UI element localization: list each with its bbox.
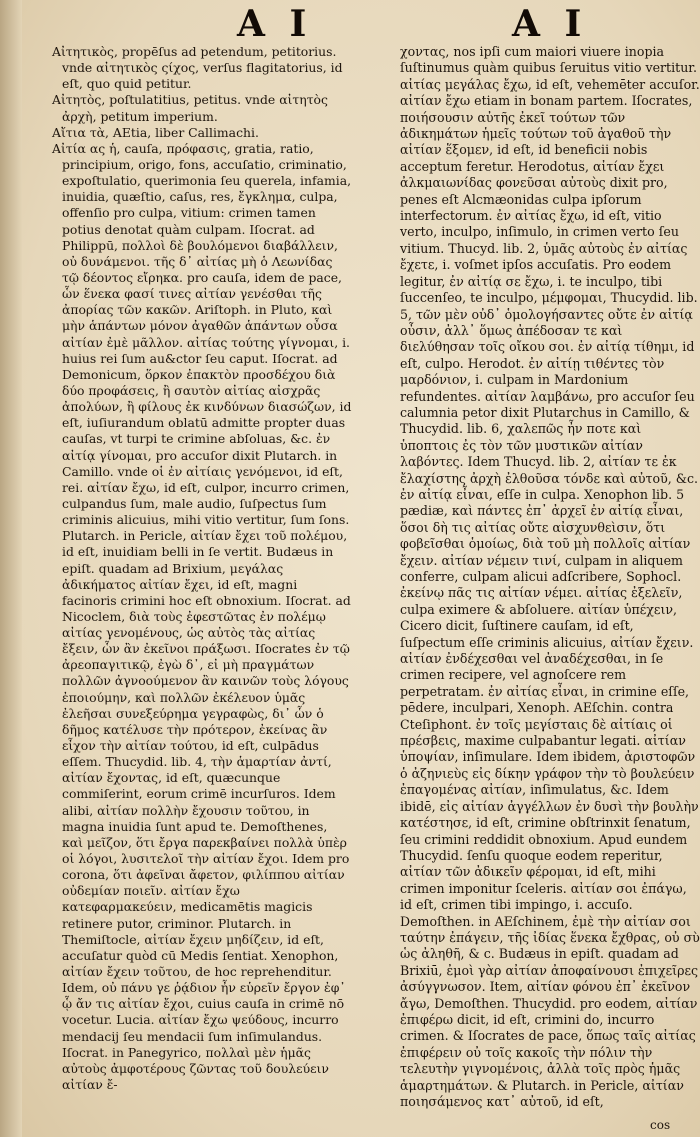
dictionary-entry: Αἰτία ας ἡ, cauſa, πρόφασις, gratia, ratio, principium, origo, fons, accuſatio, criminatio, expoſtulatio, querimonia ſeu querela, infamia, inuidia, quæſtio, caſus, res, ἔγκλημα, culpa, offenſio pro culpa, vitium: crimen tamen potius denotat quàm culpam. Iſocrat. ad Philippū, πολλοὶ δὲ βουλόμενοι διαβάλλειν, οὐ δυνάμενοι. τῆς δ᾽ αἰτίας μὴ ὁ Λεωνίδας τῷ δέοντος εἴρηκα. pro cauſa, idem de pace, ὧν ἕνεκα φασί τινες αἰτίαν γενέσθαι τῆς ἀπορίας τῶν κακῶν. Ariſtoph. in Pluto, καὶ μὴν ἁπάντων μόνον ἀγαθῶν ἁπάντων οὖσα αἰτίαν ἐμὲ μᾶλλον. αἰτίας τούτης γίγνομαι, i. huius rei ſum au&ctor ſeu caput. Iſocrat. ad Demonicum, ὅρκον ἐπακτὸν προσδέχου διὰ δύο προφάσεις, ἢ σαυτὸν αἰτίας αἰσχρᾶς ἀπολύων, ἢ φίλους ἐκ κινδύνων διασώζων, id eſt, iuſiurandum oblatū admitte propter duas cauſas, vt turpi te crimine abſoluas, &c. ἐν αἰτίᾳ γίνομαι, pro accuſor dixit Plutarch. in Camillo. vnde οἱ ἐν αἰτίαις γενόμενοι, id eſt, rei. αἰτίαν ἔχω, id eſt, culpor, incurro crimen, culpandus ſum, male audio, ſuſpectus ſum criminis alicuius, mihi vitio vertitur, ſum ſons. Plutarch. in Pericle, αἰτίαν ἔχει τοῦ πολέμου, id eſt, inuidiam belli in ſe vertit. Budæus in epiſt. quadam ad Brixium, μεγάλας ἀδικήματος αἰτίαν ἔχει, id eſt, magni facinoris crimini hoc eſt obnoxium. Iſocrat. ad Nicoclem, διὰ τοὺς ἐφεστῶτας ἐν πολέμῳ αἰτίας γενομένους, ὡς αὐτὸς τὰς αἰτίας ἔξειν, ὧν ἂν ἐκεῖνοι πράξωσι. Iſocrates ἐν τῷ ἀρεοπαγιτικῷ, ἐγὼ δ᾽, εἰ μὴ πραγμάτων πολλῶν ἀγνοούμενον ἂν καινῶν τοὺς λόγους ἐποιούμην, καὶ πολλῶν ἐκέλευον ὑμᾶς ἐλεῆσαι συνεξεύρημα γεγραφὼς, δι᾽ ὧν ὁ δῆμος κατέλυσε τὴν πρότερον, ἐκείνας ἂν εἶχον τὴν αἰτίαν τούτου, id eſt, culpādus eſſem. Thucydid. lib. 4, τὴν ἁμαρτίαν ἀντί, αἰτίαν ἔχοντας, id eſt, quæcunque commiſerint, eorum crimē incurſuros. Idem alibi, αἰτίαν πολλὴν ἔχουσιν τοῦτου, in magna inuidia ſunt apud te. Demoſthenes, καὶ μεῖζον, ὅτι ἔργα παρεκβαίνει πολλὰ ὑπὲρ οἱ λόγοι, λυσιτελοῖ τὴν αἰτίαν ἔχοι. Idem pro corona, ὅτι ἀφεῖναι ἄφετον, φιλίππου αἰτίαν οὐδεμίαν ποιεῖν. αἰτίαν ἔχω κατεφαρμακεύειν, medicamētis magicis retinere putor, criminor. Plutarch. in Themiſtocle, αἰτίαν ἔχειν μηδίζειν, id eſt, accuſatur quòd cū Medis ſentiat. Xenophon, αἰτίαν ἔχειν τοῦτου, de hoc reprehenditur. Idem, οὐ πάνυ γε ῥᾴδιον ἦν εὑρεῖν ἔργον ἐφ᾽ ᾧ ἄν τις αἰτίαν ἔχοι, cuius cauſa in crimē nō vocetur. Lucia. αἰτίαν ἔχω ψεύδους, incurro mendacij ſeu mendacii ſum inſimulandus. Iſocrat. in Panegyrico, πολλαὶ μὲν ἡμᾶς αὐτοὺς ἀμφοτέρους ζῶντας τοῦ δουλεύειν αἰτίαν ἔ- — [52, 140, 352, 1092]
right-column — [400, 44, 700, 1110]
catchword: cos — [650, 1118, 671, 1132]
dictionary-entry: Αἴτια τὰ, AEtia, liber Callimachi. — [52, 124, 259, 140]
dictionary-entry: Αἰτητὸς, poſtulatitius, petitus. vnde αἰτητὸς ἀρχὴ, petitum imperium. — [52, 92, 328, 124]
dictionary-entry: Αἰτητικὸς, propēſus ad petendum, petitorius. vnde αἰτητικὸς ςίχος, verſus flagitatorius, id eſt, quo quid petitur. — [52, 44, 343, 92]
dictionary-continuation: χοντας, nos ipſi cum maiori viuere inopia ſuſtinumus quàm quibus ſeruitus vitio vertitur. αἰτίας μεγάλας ἔχω, id eſt, vehemēter accuſor. αἰτίαν ἔχω etiam in bonam partem. Iſocrates, ποιήσουσιν αὐτῆς ἐκεῖ τούτων τῶν ἀδικημάτων ἡμεῖς τούτων τοῦ ἀγαθοῦ τὴν αἰτίαν ἕξομεν, id eſt, id beneficii nobis acceptum feretur. Herodotus, αἰτίαν ἔχει ἀλκμαιωνίδας φονεῦσαι αὐτοὺς dixit pro, penes eſt Alcmæonidas culpa ipſorum interfectorum. ἐν αἰτίας ἔχω, id eſt, vitio verto, inculpo, inſimulo, in crimen verto ſeu vitium. Thucyd. lib. 2, ὑμᾶς αὐτοὺς ἐν αἰτίας ἔχετε, i. voſmet ipſos accuſatis. Pro eodem legitur, ἐν αἰτίᾳ σε ἔχω, i. te inculpo, tibi ſuccenſeo, te inculpo, μέμφομαι, Thucydid. lib. 5, τῶν μὲν οὐδ᾽ ὁμολογήσαντες οὔτε ἐν αἰτίᾳ οὖσιν, ἀλλ᾽ ὅμως ἀπέδοσαν τε καὶ διελύθησαν τοῖς οἴκου σοι. ἐν αἰτίᾳ τίθημι, id eſt, culpo. Herodot. ἐν αἰτίῃ τιθέντες τὸν μαρδόνιον, i. culpam in Mardonium refundentes. αἰτίαν λαμβάνω, pro accuſor ſeu calumnia petor dixit Plutarchus in Camillo, & Thucydid. lib. 6, χαλεπῶς ἦν ποτε καὶ ὑποπτοις ἐς τὸν τῶν μυστικῶν αἰτίαν λαβόντες. Idem Thucyd. lib. 2, αἰτίαν τε ἐκ ἔλαχίστης ἀρχὴ ἐλθοῦσα τόνδε καὶ αὐτοῦ, &c. ἐν αἰτίᾳ εἶναι, eſſe in culpa. Xenophon lib. 5 pædiæ, καὶ πάντες ἐπ᾽ ἀρχεῖ ἐν αἰτίᾳ εἶναι, ὅσοι δὴ τις αἰτίας οὔτε αἰσχυνθεὶσιν, ὅτι φοβεῖσθαι ὁμοίως, διὰ τοῦ μὴ πολλοῖς αἰτίαν ἔχειν. αἰτίαν νέμειν τινί, culpam in aliquem conferre, culpam alicui adſcribere, Sophocl. ἐκείνῳ πᾶς τις αἰτίαν νέμει. αἰτίας ἐξελεῖν, culpa eximere & abſoluere. αἰτίαν ὑπέχειν, Cicero dicit, ſuſtinere cauſam, id eſt, ſuſpectum eſſe criminis alicuius, αἰτίαν ἔχειν. αἰτίαν ἐνδέχεσθαι vel ἀναδέχεσθαι, in ſe crimen recipere, vel agnoſcere rem perpetratam. ἐν αἰτίας εἶναι, in crimine eſſe, pēdere, inculpari, Xenoph. AEſchin. contra Cteſiphont. ἐν τοῖς μεγίσταις δὲ αἰτίαις οἱ πρέσβεις, maxime culpabantur legati. αἰτίαν ὑποψίαν, inſimulare. Idem ibidem, ἀριστοφῶν ὁ ἀζηνιεὺς εἰς δίκην γράφον τὴν τὸ βουλεύειν ἐπαγομένας αἰτίαν, inſimulatus, &c. Idem ibidē, εἰς αἰτίαν ἀγγέλλων ἐν δυσὶ τὴν βουλὴν κατέστησε, id eſt, crimine obſtrinxit ſenatum, ſeu crimini reddidit obnoxium. Apud eundem Thucydid. ſenſu quoque eodem reperitur, αἰτίαν τῶν ἀδικεῖν φέρομαι, id eſt, mihi crimen imponitur ſceleris. αἰτίαν σοι ἐπάγω, id eſt, crimen tibi impingo, i. accuſo. Demoſthen. in AEſchinem, ἐμὲ τὴν αἰτίαν σοι ταύτην ἐπάγειν, τῆς ἰδίας ἕνεκα ἔχθρας, οὐ σὺ ὡς ἀληθῆ, & c. Budæus in epiſt. quadam ad Brixiū, ἐμοὶ γὰρ αἰτίαν ἀποφαίνουσι ἐπιχεῖρες ἀσύγγνωσον. Item, αἰτίαν φόνου ἐπ᾽ ἐκεῖνον ἄγω, Demoſthen. Thucydid. pro eodem, αἰτίαν ἐπιφέρω dicit, id eſt, crimini do, incurro crimen. & Iſocrates de pace, ὅπως ταῖς αἰτίας ἐπιφέρειν οὐ τοῖς κακοῖς τὴν πόλιν τὴν τελευτὴν γιγνομένοις, ἀλλὰ τοῖς πρὸς ἡμᾶς ἁμαρτημάτων. & Plutarch. in Pericle, αἰτίαν ποιησάμενος κατ᾽ αὐτοῦ, id eſt, — [400, 44, 700, 1109]
running-head-left: A I — [237, 3, 313, 45]
left-column — [52, 44, 352, 1093]
running-head-right: A I — [512, 3, 588, 45]
page-gutter — [0, 0, 22, 1137]
